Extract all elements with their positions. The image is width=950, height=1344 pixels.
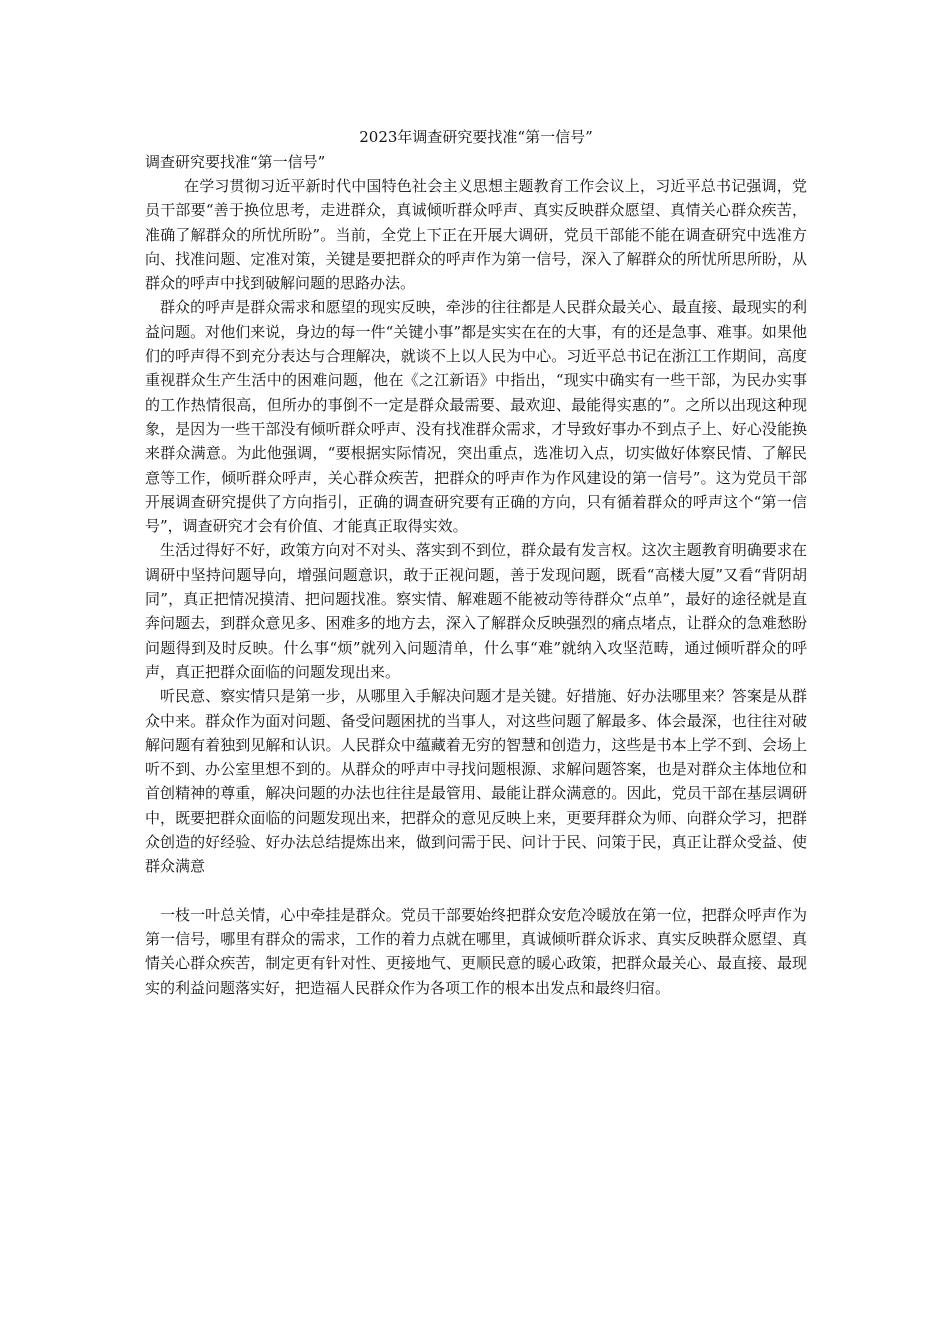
paragraph-4: 听民意、察实情只是第一步，从哪里入手解决问题才是关键。好措施、好办法哪里来？答案是从群众中来。群众作为面对问题、备受问题困扰的当事人，对这些问题了解最多、体会最深，也往往对破解问题有着独到见解和认识。人民群众中蕴藏着无穷的智慧和创造力，这些是书本上学不到、会场上听不到、办公室里想不到的。从群众的呼声中寻找问题根源、求解问题答案，也是对群众主体地位和首创精神的尊重，解决问题的办法也往往是最管用、最能让群众满意的。因此，党员干部在基层调研中，既要把群众面临的问题发现出来，把群众的意见反映上来，更要拜群众为师、向群众学习，把群众创造的好经验、好办法总结提炼出来，做到问需于民、问计于民、问策于民，真正让群众受益、使群众满意: [145, 687, 807, 876]
paragraph-3: 生活过得好不好，政策方向对不对头、落实到不到位，群众最有发言权。这次主题教育明确要求在调研中坚持问题导向，增强问题意识，敢于正视问题，善于发现问题，既看“高楼大厦”又看“背阴胡同”，真正把情况摸清、把问题找准。察实情、解难题不能被动等待群众“点单”，最好的途径就是直奔问题去，到群众意见多、困难多的地方去，深入了解群众反映强烈的痛点堵点，让群众的急难愁盼问题得到及时反映。什么事“烦”就列入问题清单，什么事“难”就纳入攻坚范畴，通过倾听群众的呼声，真正把群众面临的问题发现出来。: [145, 541, 807, 681]
document-page: [145, 124, 807, 1000]
paragraph-5: 一枝一叶总关情，心中牵挂是群众。党员干部要始终把群众安危冷暖放在第一位，把群众呼声作为第一信号，哪里有群众的需求，工作的着力点就在哪里，真诚倾听群众诉求、真实反映群众愿望、真情关心群众疾苦，制定更有针对性、更接地气、更顺民意的暖心政策，把群众最关心、最直接、最现实的利益问题落实好，把造福人民群众作为各项工作的根本出发点和最终归宿。: [145, 905, 807, 997]
document-title: 2023年调查研究要找准“第一信号”: [359, 128, 593, 146]
paragraph-2: 群众的呼声是群众需求和愿望的现实反映，牵涉的往往都是人民群众最关心、最直接、最现实的利益问题。对他们来说，身边的每一件“关键小事”都是实实在在的大事，有的还是急事、难事。如果他们的呼声得不到充分表达与合理解决，就谈不上以人民为中心。习近平总书记在浙江工作期间，高度重视群众生产生活中的困难问题，他在《之江新语》中指出，“现实中确实有一些干部，为民办实事的工作热情很高，但所办的事倒不一定是群众最需要、最欢迎、最能得实惠的”。之所以出现这种现象，是因为一些干部没有倾听群众呼声、没有找准群众需求，才导致好事办不到点子上、好心没能换来群众满意。为此他强调，“要根据实际情况，突出重点，选准切入点，切实做好体察民情、了解民意等工作，倾听群众呼声，关心群众疾苦，把群众的呼声作为作风建设的第一信号”。这为党员干部开展调查研究提供了方向指引，正确的调查研究要有正确的方向，只有循着群众的呼声这个“第一信号”，调查研究才会有价值、才能真正取得实效。: [145, 298, 807, 536]
paragraph-1: 在学习贯彻习近平新时代中国特色社会主义思想主题教育工作会议上，习近平总书记强调，党员干部要“善于换位思考，走进群众，真诚倾听群众呼声、真实反映群众愿望、真情关心群众疾苦，准确了解群众的所忧所盼”。当前，全党上下正在开展大调研，党员干部能不能在调查研究中选准方向、找准问题、定准对策，关键是要把群众的呼声作为第一信号，深入了解群众的所忧所思所盼，从群众的呼声中找到破解问题的思路办法。: [145, 177, 807, 293]
document-subtitle: 调查研究要找准“第一信号”: [145, 153, 326, 171]
